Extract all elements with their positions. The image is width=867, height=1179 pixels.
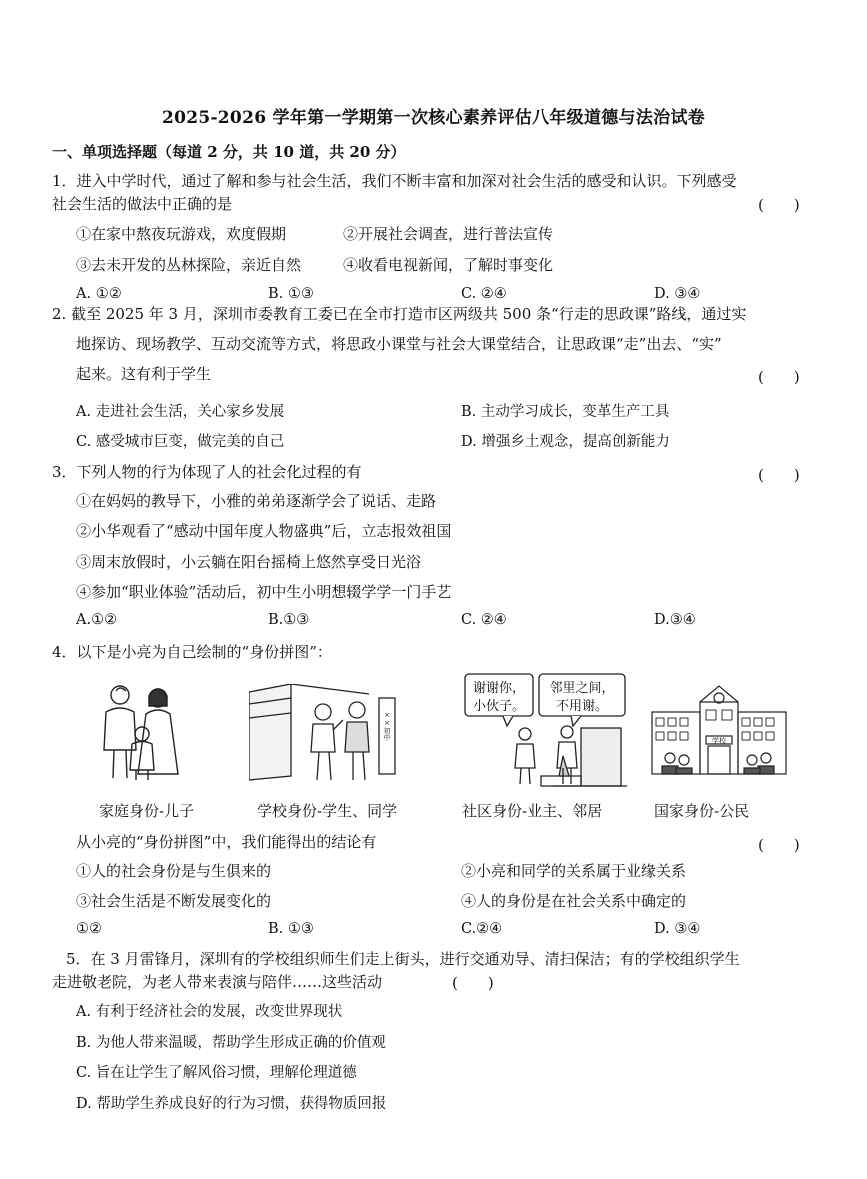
q2-stem-line3: 起来。这有利于学生 bbox=[76, 365, 212, 383]
exam-title: 2025-2026 学年第一学期第一次核心素养评估八年级道德与法治试卷 bbox=[161, 108, 706, 128]
q1-option-c: C. ②④ bbox=[461, 286, 507, 302]
bubble-left-line1: 谢谢你， bbox=[472, 681, 526, 696]
q4-sub-stem: 从小亮的“身份拼图”中，我们能得出的结论有 bbox=[76, 833, 377, 851]
q1-stem-line2: 社会生活的做法中正确的是 bbox=[52, 195, 233, 213]
q5-option-b: B. 为他人带来温暖，帮助学生形成正确的价值观 bbox=[76, 1035, 386, 1051]
q3-option-c: C. ②④ bbox=[461, 612, 507, 628]
caption-school: 学校身份-学生、同学 bbox=[257, 802, 398, 820]
q2-option-b: B. 主动学习成长，变革生产工具 bbox=[461, 404, 670, 420]
q4-stem: 4．以下是小亮为自己绘制的“身份拼图”： bbox=[52, 643, 332, 661]
q2-stem-line1: 2. 截至 2025 年 3 月，深圳市委教育工委已在全市打造市区两级共 500 条“行走的思政课”路线，通过实 bbox=[52, 305, 747, 323]
q4-option-a: ①② bbox=[76, 921, 102, 937]
bubble-right-line2: 不用谢。 bbox=[555, 699, 609, 714]
q5-stem-line1: 5．在 3 月雷锋月，深圳有的学校组织师生们走上街头，进行交通劝导、清扫保洁；有的学校组织学生 bbox=[66, 950, 740, 968]
q3-option-d: D.③④ bbox=[654, 612, 696, 628]
section-heading: 一、单项选择题（每道 2 分，共 10 道，共 20 分） bbox=[52, 143, 406, 161]
q5-answer-paren: ( ) bbox=[452, 974, 494, 992]
q1-option-a: A. ①② bbox=[76, 286, 122, 302]
caption-community: 社区身份-业主、邻居 bbox=[462, 802, 603, 820]
q1-answer-paren: ( ) bbox=[758, 196, 800, 214]
caption-family: 家庭身份-儿子 bbox=[99, 802, 195, 820]
q4-item-1: ①人的社会身份是与生俱来的 bbox=[76, 862, 272, 880]
q2-stem-line2: 地探访、现场教学、互动交流等方式，将思政小课堂与社会大课堂结合，让思政课“走”出去、“实” bbox=[76, 335, 722, 353]
q1-item-1: ①在家中熬夜玩游戏，欢度假期 bbox=[76, 225, 287, 243]
q3-item-1: ①在妈妈的教导下，小雅的弟弟逐渐学会了说话、走路 bbox=[76, 492, 437, 510]
family-illustration bbox=[96, 682, 188, 782]
q2-option-a: A. 走进社会生活，关心家乡发展 bbox=[76, 404, 285, 420]
school-building-illustration bbox=[648, 684, 790, 784]
q4-item-4: ④人的身份是在社会关系中确定的 bbox=[461, 892, 687, 910]
q1-item-3: ③去未开发的丛林探险，亲近自然 bbox=[76, 256, 302, 274]
school-sign-text: 学校 bbox=[712, 737, 726, 745]
bubble-right-line1: 邻里之间， bbox=[549, 681, 615, 696]
q2-option-d: D. 增强乡土观念，提高创新能力 bbox=[461, 434, 670, 450]
q3-item-2: ②小华观看了“感动中国年度人物盛典”后，立志报效祖国 bbox=[76, 522, 452, 540]
q1-item-2: ②开展社会调查，进行普法宣传 bbox=[343, 225, 554, 243]
q5-stem-line2: 走进敬老院，为老人带来表演与陪伴……这些活动 bbox=[52, 973, 383, 991]
q5-option-a: A. 有利于经济社会的发展，改变世界现状 bbox=[76, 1004, 343, 1020]
gate-sign-text: ××初中 bbox=[383, 711, 391, 741]
bubble-left-line2: 小伙子。 bbox=[472, 699, 526, 714]
q4-answer-paren: ( ) bbox=[758, 836, 800, 854]
q2-answer-paren: ( ) bbox=[758, 368, 800, 386]
q4-item-3: ③社会生活是不断发展变化的 bbox=[76, 892, 272, 910]
q3-option-b: B.①③ bbox=[268, 612, 310, 628]
q4-option-d: D. ③④ bbox=[654, 921, 701, 937]
q3-stem: 3．下列人物的行为体现了人的社会化过程的有 bbox=[52, 463, 362, 481]
q1-option-b: B. ①③ bbox=[268, 286, 314, 302]
q4-option-b: B. ①③ bbox=[268, 921, 314, 937]
school-gate-illustration bbox=[249, 684, 409, 784]
q4-option-c: C.②④ bbox=[461, 921, 503, 937]
q4-item-2: ②小亮和同学的关系属于业缘关系 bbox=[461, 862, 687, 880]
q1-item-4: ④收看电视新闻，了解时事变化 bbox=[343, 256, 554, 274]
q5-option-d: D. 帮助学生养成良好的行为习惯，获得物质回报 bbox=[76, 1096, 387, 1112]
q1-stem-line1: 1．进入中学时代，通过了解和参与社会生活，我们不断丰富和加深对社会生活的感受和认识。下列感受 bbox=[52, 172, 737, 190]
caption-nation: 国家身份-公民 bbox=[654, 802, 750, 820]
community-illustration bbox=[463, 672, 627, 788]
q5-option-c: C. 旨在让学生了解风俗习惯，理解伦理道德 bbox=[76, 1065, 357, 1081]
q3-answer-paren: ( ) bbox=[758, 466, 800, 484]
q3-option-a: A.①② bbox=[76, 612, 118, 628]
q2-option-c: C. 感受城市巨变，做完美的自己 bbox=[76, 434, 285, 450]
q3-item-4: ④参加“职业体验”活动后，初中生小明想辍学学一门手艺 bbox=[76, 583, 452, 601]
q1-option-d: D. ③④ bbox=[654, 286, 701, 302]
q3-item-3: ③周末放假时，小云躺在阳台摇椅上悠然享受日光浴 bbox=[76, 553, 422, 571]
